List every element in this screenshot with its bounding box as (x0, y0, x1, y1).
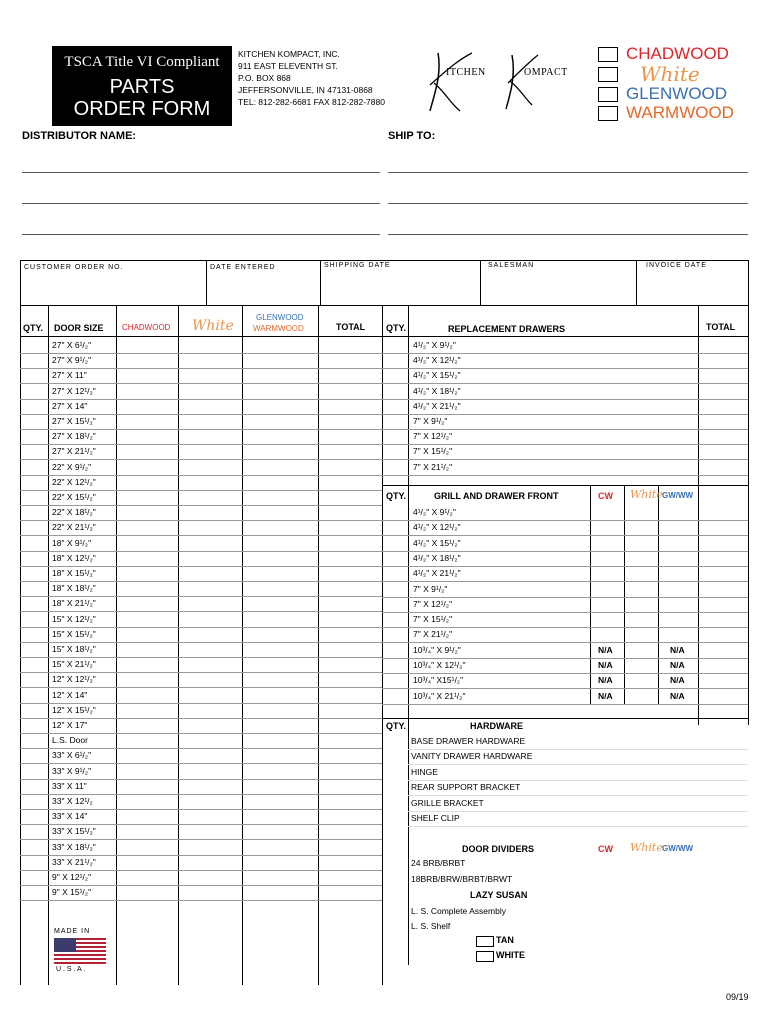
door-size-row: 12" X 14" (52, 689, 88, 700)
glenwood-checkbox[interactable] (598, 87, 618, 102)
door-size-row: 27" X 6¹/₂" (52, 340, 92, 350)
divider-item: 18BRB/BRW/BRBT/BRWT (411, 874, 513, 884)
door-size-row: 27" X 12¹/₂" (52, 385, 96, 396)
dividers-cw-header: CW (598, 844, 613, 854)
door-size-row: 33" X 15¹/₂" (52, 826, 96, 837)
door-size-row: 33" X 14" (52, 811, 88, 822)
drawer-row: 7" X 9¹/₂" (413, 416, 448, 426)
door-size-row: 12" X 15¹/₂" (52, 704, 96, 715)
door-size-row: 33" X 11" (52, 780, 87, 791)
kitchen-kompact-logo (420, 45, 580, 115)
door-size-row: 12" X 12¹/₂" (52, 674, 96, 685)
warmwood-header: WARMWOOD (253, 324, 304, 333)
chadwood-header: CHADWOOD (122, 323, 171, 332)
row-rule (382, 475, 748, 476)
warmwood-checkbox[interactable] (598, 106, 618, 121)
drawer-row: 7" X 15¹/₂" (413, 446, 453, 457)
door-size-row: 33" X 18¹/₂" (52, 841, 96, 852)
door-size-row: 22" X 9¹/₂" (52, 461, 92, 472)
door-size-row: 15" X 12¹/₂" (52, 613, 96, 624)
replacement-drawers-header: REPLACEMENT DRAWERS (448, 324, 566, 334)
door-dividers-header: DOOR DIVIDERS (462, 844, 535, 854)
grill-row: 4¹/₂" X 18¹/₂" (413, 552, 461, 563)
distributor-line-2[interactable] (22, 203, 380, 204)
brand-glenwood: GLENWOOD (626, 84, 728, 103)
grill-row: 7" X 9¹/₂" (413, 583, 448, 594)
qty-header: QTY. (23, 323, 44, 333)
glenwood-header: GLENWOOD (256, 313, 304, 322)
info-divider (636, 260, 637, 305)
grill-row: 4¹/₂" X 12¹/₂" (413, 522, 461, 533)
white-header: White (192, 318, 234, 334)
door-size-row: 18" X 15¹/₂" (52, 568, 96, 578)
door-size-row: 22" X 15¹/₂" (52, 492, 96, 502)
drawer-row: 4¹/₂" X 18¹/₂" (413, 385, 461, 396)
salesman-label: SALESMAN (488, 262, 535, 269)
drawer-row: 7" X 21¹/₂" (413, 461, 453, 472)
row-rule (408, 764, 748, 765)
cw-header: CW (598, 491, 613, 501)
form-title-line1: PARTS (109, 76, 175, 98)
divider-item: 24 BRB/BRBT (411, 858, 466, 868)
drawer-row: 4¹/₂" X 15¹/₂" (413, 370, 461, 381)
drawer-row: 4¹/₂" X 9¹/₂" (413, 340, 456, 350)
left-total-header: TOTAL (336, 322, 366, 332)
info-divider (320, 260, 321, 305)
drawer-row: 4¹/₂" X 21¹/₂" (413, 400, 461, 411)
white-option-label: WHITE (496, 950, 525, 960)
door-size-row: 27" X 14" (52, 400, 88, 411)
door-size-row: 33" X 12¹/₂ (52, 796, 93, 806)
door-size-row: 15" X 21¹/₂" (52, 659, 96, 670)
grill-row: 7" X 15¹/₂" (413, 614, 453, 625)
usa-label: U . S . A . (56, 966, 86, 973)
logo-text-2: OMPACT (524, 67, 568, 78)
brand-warmwood: WARMWOOD (626, 103, 734, 122)
door-size-row: 27" X 11" (52, 370, 87, 381)
chadwood-checkbox[interactable] (598, 47, 618, 62)
door-size-row: 9" X 12¹/₂" (52, 872, 92, 882)
white-col-rule-right (624, 485, 625, 705)
grill-row: 10³/₄" X 21¹/₂" (413, 690, 466, 701)
drawer-row: 4¹/₂" X 12¹/₂" (413, 355, 461, 366)
door-size-row: 33" X 21¹/₂" (52, 856, 96, 867)
drawer-row: 7" X 12¹/₂" (413, 431, 453, 442)
door-size-row: L.S. Door (52, 735, 88, 746)
hardware-row: SHELF CLIP (411, 813, 460, 823)
grill-row: 4¹/₂" X 9¹/₂" (413, 507, 456, 517)
door-size-row: 22" X 18¹/₂" (52, 507, 96, 518)
invoice-date-label: INVOICE DATE (646, 262, 707, 269)
right-total-header: TOTAL (706, 322, 736, 332)
white-col-rule (242, 305, 243, 985)
na-gwww: N/A (670, 660, 685, 670)
hardware-row: GRILLE BRACKET (411, 797, 484, 808)
tan-checkbox[interactable] (476, 936, 494, 947)
door-size-row: 22" X 21¹/₂" (52, 522, 96, 533)
door-size-row: 15" X 15¹/₂" (52, 628, 96, 639)
info-divider (748, 260, 749, 305)
title-box (52, 46, 232, 126)
center-rule (382, 305, 383, 985)
hardware-section-rule (382, 718, 748, 719)
cw-col-rule (590, 485, 591, 705)
grill-section-rule (382, 485, 748, 486)
right-border (748, 305, 749, 725)
info-divider (206, 260, 207, 305)
grill-row: 7" X 21¹/₂" (413, 629, 453, 640)
grill-row: 7" X 12¹/₂" (413, 598, 453, 609)
door-size-row: 27" X 9¹/₂" (52, 355, 92, 366)
grill-row: 10³/₄" X15¹/₂" (413, 675, 464, 686)
door-size-row: 18" X 9¹/₂" (52, 537, 92, 548)
distributor-line-3[interactable] (22, 234, 380, 235)
white-checkbox[interactable] (598, 67, 618, 82)
compliance-label: TSCA Title VI Compliant (64, 54, 220, 70)
ship-to-label: SHIP TO: (388, 130, 436, 142)
hardware-qty-header: QTY. (386, 721, 407, 731)
grill-row: 4¹/₂" X 15¹/₂" (413, 537, 461, 548)
info-divider (20, 260, 21, 305)
door-size-row: 12" X 17" (52, 720, 88, 730)
door-size-row: 27" X 21¹/₂" (52, 446, 96, 457)
form-revision: 09/19 (726, 992, 749, 1002)
white-header-right: White (630, 488, 663, 501)
dividers-gwww-header: GW/WW (662, 844, 694, 853)
na-cw: N/A (598, 675, 613, 686)
info-bottom-rule (20, 305, 748, 306)
door-size-header: DOOR SIZE (54, 323, 104, 333)
na-cw: N/A (598, 660, 613, 670)
info-divider (480, 260, 481, 305)
row-rule (382, 704, 748, 705)
ship-to-line-1[interactable] (388, 172, 748, 173)
na-gwww: N/A (670, 644, 685, 655)
grill-header: GRILL AND DRAWER FRONT (434, 491, 559, 501)
grill-row: 10³/₄" X 9¹/₂" (413, 644, 461, 655)
tan-label: TAN (496, 935, 514, 945)
company-address (238, 48, 385, 108)
na-gwww: N/A (670, 690, 685, 701)
door-size-row: 27" X 18¹/₂" (52, 431, 96, 442)
grill-row: 4¹/₂" X 21¹/₂" (413, 568, 461, 579)
table-header-rule (20, 336, 748, 337)
shipping-date-label: SHIPPING DATE (324, 262, 391, 269)
right-qty-header: QTY. (386, 323, 407, 333)
na-gwww: N/A (670, 675, 685, 686)
door-size-row: 27" X 15¹/₂" (52, 416, 96, 426)
date-entered-label: DATE ENTERED (210, 264, 276, 271)
info-top-rule (20, 260, 748, 261)
white-option-checkbox[interactable] (476, 951, 494, 962)
customer-order-label: CUSTOMER ORDER NO. (24, 264, 124, 271)
gw-col-rule-right (658, 485, 659, 705)
made-in-usa-badge (54, 928, 106, 974)
lazy-susan-header: LAZY SUSAN (470, 890, 528, 900)
grill-row: 10³/₄" X 12¹/₂" (413, 660, 466, 670)
brand-chadwood: CHADWOOD (626, 44, 729, 63)
gw-col-rule (318, 305, 319, 985)
form-title-line2: ORDER FORM (73, 98, 211, 120)
door-size-row: 33" X 9¹/₂" (52, 765, 92, 776)
row-rule (20, 900, 382, 901)
size-col-rule (116, 305, 117, 985)
lazy-susan-item: L. S. Complete Assembly (411, 906, 506, 916)
gwww-header: GW/WW (662, 491, 694, 500)
company-line: 911 EAST ELEVENTH ST. (238, 61, 338, 71)
chadwood-col-rule (178, 305, 179, 985)
door-size-row: 9" X 15¹/₂" (52, 887, 92, 898)
dividers-white-header: White (630, 841, 663, 854)
logo-text-1: ITCHEN (446, 67, 486, 78)
made-in-label: MADE IN (54, 928, 91, 935)
distributor-name-label: DISTRIBUTOR NAME: (22, 130, 137, 142)
left-border (20, 305, 21, 985)
hardware-header: HARDWARE (470, 721, 523, 731)
company-line: TEL: 812-282-6681 FAX 812-282-7880 (238, 97, 385, 107)
right-qty-rule (408, 305, 409, 965)
us-flag-icon (54, 938, 106, 964)
door-size-row: 18" X 21¹/₂" (52, 598, 96, 609)
ship-to-line-3[interactable] (388, 234, 748, 235)
na-cw: N/A (598, 690, 613, 701)
hardware-row: BASE DRAWER HARDWARE (411, 736, 526, 746)
hardware-row: VANITY DRAWER HARDWARE (411, 751, 533, 762)
door-size-row: 33" X 6¹/₂" (52, 750, 92, 761)
brand-white: White (640, 62, 700, 86)
company-line: JEFFERSONVILLE, IN 47131-0868 (238, 85, 373, 95)
company-line: KITCHEN KOMPACT, INC. (238, 49, 340, 59)
row-rule (408, 826, 748, 827)
hardware-row: HINGE (411, 766, 438, 777)
na-cw: N/A (598, 644, 613, 655)
door-size-row: 18" X 12¹/₂" (52, 552, 96, 563)
distributor-line-1[interactable] (22, 172, 380, 173)
ship-to-line-2[interactable] (388, 203, 748, 204)
logo-strokes (420, 45, 580, 115)
lazy-susan-item: L. S. Shelf (411, 921, 451, 931)
qty-col-rule (48, 305, 49, 985)
door-size-row: 15" X 18¹/₂" (52, 644, 96, 654)
door-size-row: 22" X 12¹/₂" (52, 476, 96, 487)
company-line: P.O. BOX 868 (238, 73, 291, 83)
hardware-row: REAR SUPPORT BRACKET (411, 782, 521, 793)
door-size-row: 18" X 18¹/₂" (52, 583, 96, 594)
grill-qty-header: QTY. (386, 491, 407, 501)
